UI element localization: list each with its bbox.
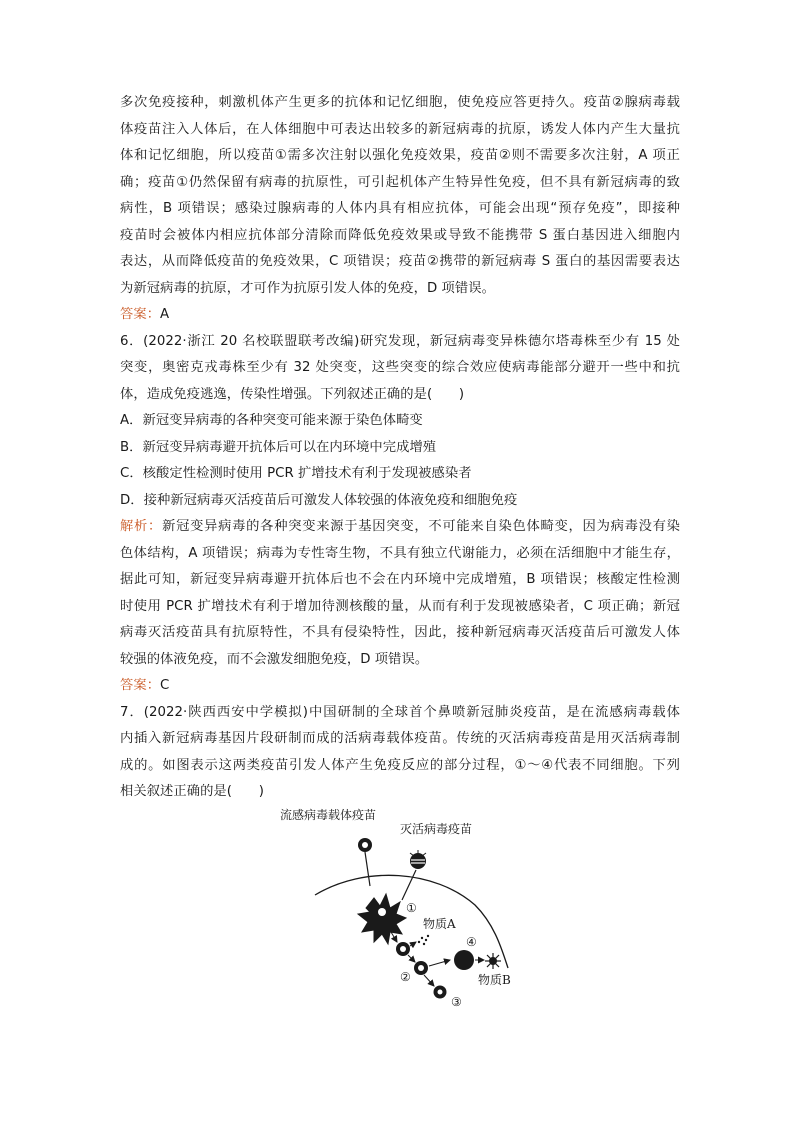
q5-analysis-continued [120,90,680,302]
b-cell-icon [414,961,428,975]
analysis-line: 较强的体液免疫，而不会激发细胞免疫，D 项错误。 [120,651,429,667]
inactivated-virus-icon [402,850,426,900]
option-d: D．接种新冠病毒灭活疫苗后可激发人体较强的体液免疫和细胞免疫 [120,492,518,508]
text-line: 体疫苗注入人体后，在人体细胞中可表达出较多的新冠病毒的抗原，诱发人体内产生大量抗 [120,121,680,137]
text-line: 确；疫苗①仍然保留有病毒的抗原性，可引起机体产生特异性免疫，但不具有新冠病毒的致 [120,174,680,190]
inactivated-vaccine-label: 灭活病毒疫苗 [400,822,473,836]
answer-value: A [160,307,170,322]
text-line: 病性，B 项错误；感染过腺病毒的人体内具有相应抗体，可能会出现“预存免疫”，即接种 [120,201,680,216]
memory-cell-icon [434,986,447,999]
q6-answer [120,673,680,700]
analysis-line: 时使用 PCR 扩增技术有利于增加待测核酸的量，从而有利于发现被感染者，C 项正确；新冠 [120,598,680,614]
arrow [424,975,434,986]
analysis-text: 新冠变异病毒的各种突变来源于基因突变，不可能来自染色体畸变，因为病毒没有染 [162,519,680,534]
cell-1-label: ① [406,901,417,915]
answer-label: 答案： [120,307,161,322]
text-line: 疫苗时会被体内相应抗体部分清除而降低免疫效果或导致不能携带 S 蛋白基因进入细胞内 [120,227,680,243]
analysis-first-line [120,514,680,541]
substance-a-label: 物质A [423,917,456,931]
question-stem-line: 成的。如图表示这两类疫苗引发人体产生免疫反应的部分过程，①～④代表不同细胞。下列 [120,757,680,773]
answer-label: 答案： [120,678,161,693]
cell-membrane [315,875,508,968]
cell-4-label: ④ [466,935,477,949]
cell-2-label: ② [400,970,411,984]
answer-value: C [160,678,170,693]
text-line: 表达，从而降低疫苗的免疫效果，C 项错误；疫苗②携带的新冠病毒 S 蛋白的基因需要表达 [120,254,680,269]
immune-response-diagram [270,800,530,1020]
question-stem-line: 内插入新冠病毒基因片段研制而成的活病毒载体疫苗。传统的灭活病毒疫苗是用灭活病毒制 [120,731,680,746]
question-stem-line: 突变，奥密克戎毒株至少有 32 处突变，这些突变的综合效应使病毒能部分避开一些中和抗 [120,360,680,375]
substance-b-label: 物质B [478,973,511,987]
text-line: 为新冠病毒的抗原，才可作为抗原引发人体的免疫，D 项错误。 [120,280,495,296]
arrow [410,942,416,946]
option-b: B．新冠变异病毒避开抗体后可以在内环境中完成增殖 [120,439,437,455]
cell-3-label: ③ [451,995,462,1009]
arrow [429,960,450,966]
option-c: C．核酸定性检测时使用 PCR 扩增技术有利于发现被感染者 [120,466,472,481]
text-line: 多次免疫接种，刺激机体产生更多的抗体和记忆细胞，使免疫应答更持久。疫苗②腺病毒载 [120,95,680,110]
analysis-line: 据此可知，新冠变异病毒避开抗体后也不会在内环境中完成增殖，B 项错误；核酸定性检测 [120,572,680,587]
question-stem-line: 相关叙述正确的是( ) [120,784,264,799]
plasma-cell-icon [454,950,474,970]
analysis-line: 病毒灭活疫苗具有抗原特性，不具有侵染特性，因此，接种新冠病毒灭活疫苗后可激发人体 [120,625,680,640]
text-line: 体和记忆细胞，所以疫苗①需多次注射以强化免疫效果，疫苗②则不需要多次注射，A 项正 [120,148,680,163]
question-7 [120,700,680,806]
analysis-line: 色体结构，A 项错误；病毒为专性寄生物，不具有独立代谢能力，必须在活细胞中才能生存， [120,545,680,561]
dendritic-cell-icon [358,894,406,944]
question-stem-line: 7．(2022·陕西西安中学模拟)中国研制的全球首个鼻喷新冠肺炎疫苗，是在流感病毒载体 [120,704,680,720]
question-6 [120,329,680,700]
flu-virus-icon [358,838,372,886]
option-a: A．新冠变异病毒的各种突变可能来源于染色体畸变 [120,413,423,428]
page-content [120,90,680,806]
antibody-icon [485,953,501,969]
question-stem-line: 6．(2022·浙江 20 名校联盟联考改编)研究发现，新冠病毒变异株德尔塔毒株至少有 15 处 [120,333,680,349]
substance-a-dots [418,935,429,945]
t-cell-icon [396,942,410,956]
arrow [408,955,415,962]
flu-vaccine-label: 流感病毒载体疫苗 [280,808,377,822]
question-stem-line: 体，造成免疫逃逸，传染性增强。下列叙述正确的是( ) [120,386,465,402]
analysis-label: 解析： [120,519,163,534]
q5-answer [120,302,680,329]
